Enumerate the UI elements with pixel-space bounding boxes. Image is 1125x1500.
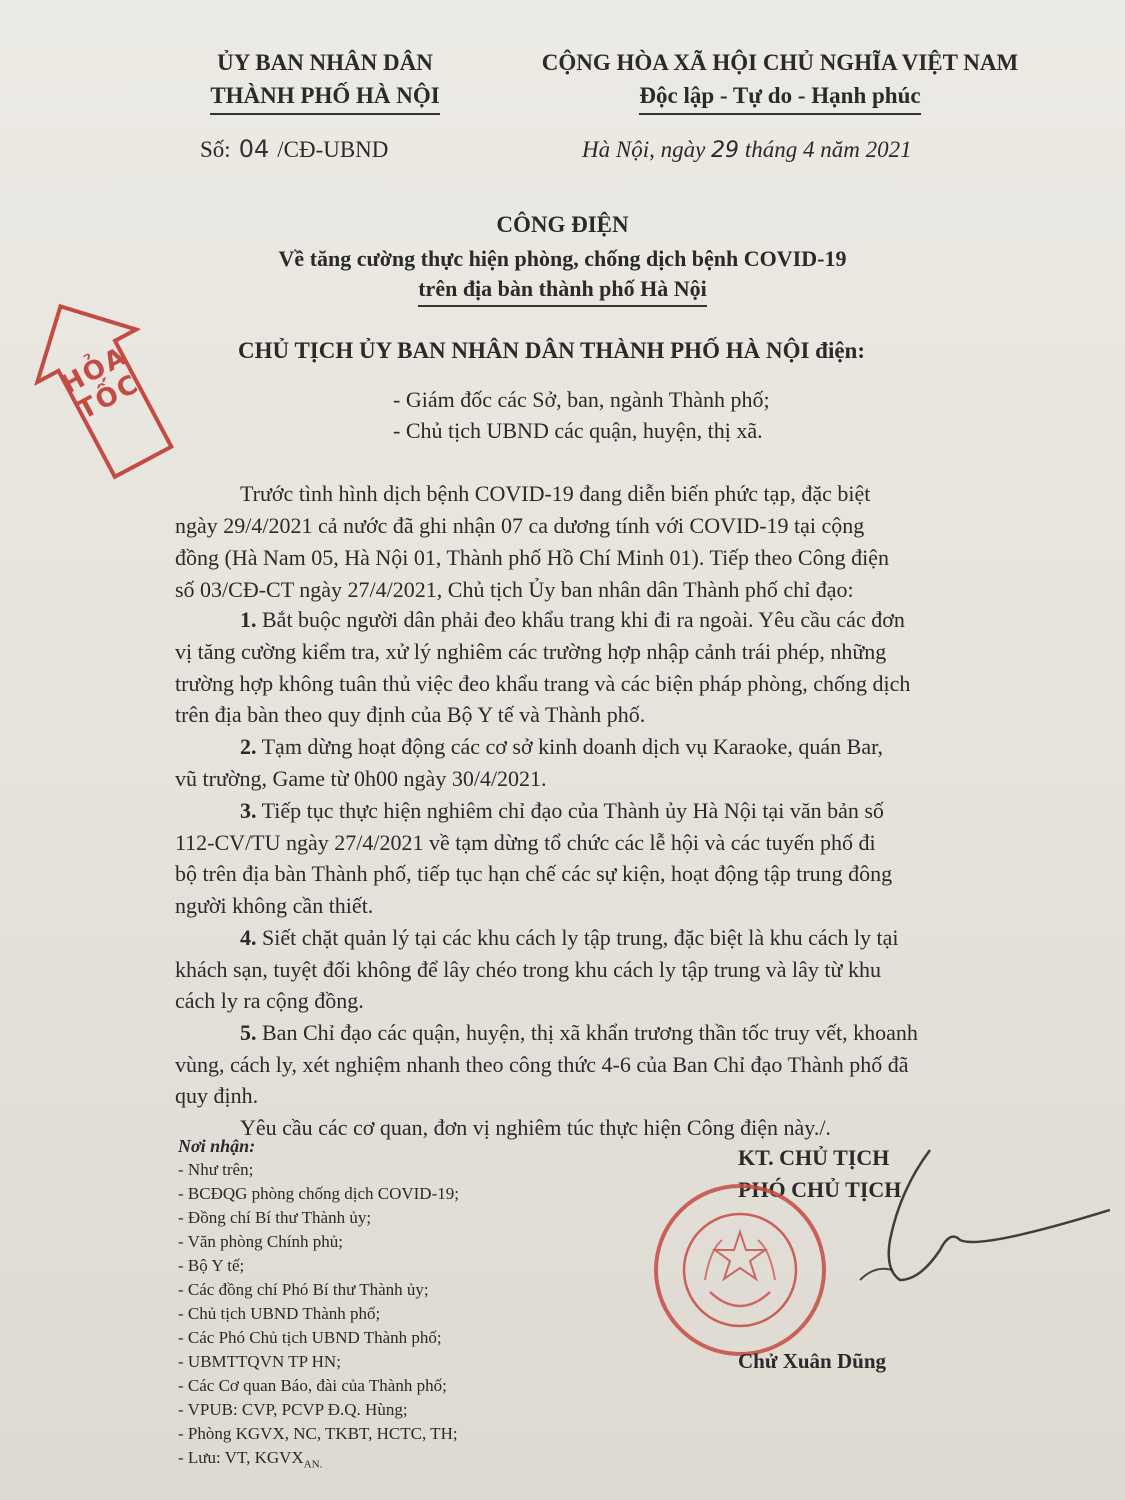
ref-prefix: Số: — [200, 137, 231, 162]
item-3-line-3: bộ trên địa bàn Thành phố, tiếp tục hạn chế các sự kiện, hoạt động tập trung đông — [175, 861, 893, 886]
item-2-line-2: vũ trường, Game từ 0h00 ngày 30/4/2021. — [175, 766, 547, 791]
recipients-list-item: - Chủ tịch UBND Thành phố; — [178, 1304, 381, 1323]
recipients-list-item: - Các đồng chí Phó Bí thư Thành ủy; — [178, 1280, 429, 1299]
archive-text: - Lưu: VT, KGVX — [178, 1448, 304, 1467]
signature-title-2: PHÓ CHỦ TỊCH — [738, 1177, 902, 1202]
issuer-directive-line: CHỦ TỊCH ỦY BAN NHÂN DÂN THÀNH PHỐ HÀ NỘI điện: — [238, 338, 866, 363]
recipients-list-item: - Bộ Y tế; — [178, 1256, 245, 1275]
item-3-line-2: 112-CV/TU ngày 27/4/2021 về tạm dừng tổ chức các lễ hội và các tuyến phố đi — [175, 830, 876, 855]
item-1-text-1: Bắt buộc người dân phải đeo khẩu trang khi đi ra ngoài. Yêu cầu các đơn — [262, 607, 905, 632]
nation-motto: Độc lập - Tự do - Hạnh phúc — [639, 79, 920, 115]
intro-line-1: Trước tình hình dịch bệnh COVID-19 đang diễn biến phức tạp, đặc biệt — [240, 481, 871, 506]
document-subject-line2 — [0, 276, 1125, 307]
item-2-text-1: Tạm dừng hoạt động các cơ sở kinh doanh dịch vụ Karaoke, quán Bar, — [261, 734, 884, 759]
recipients-list-item: - Đồng chí Bí thư Thành ủy; — [178, 1208, 372, 1227]
recipients-list-item: - Phòng KGVX, NC, TKBT, HCTC, TH; — [178, 1424, 458, 1443]
recipients-list-item: - Như trên; — [178, 1160, 254, 1179]
urgent-stamp-text: HỎA TỐC — [56, 341, 145, 426]
reference-number — [200, 135, 388, 163]
recipients-list-item: - Các Cơ quan Báo, đài của Thành phố; — [178, 1376, 447, 1395]
item-5-line-1 — [240, 1020, 918, 1046]
recipients-list-item: - UBMTTQVN TP HN; — [178, 1352, 341, 1371]
recipients-list-item: - VPUB: CVP, PCVP Đ.Q. Hùng; — [178, 1400, 408, 1419]
recipients-list-item: - Các Phó Chủ tịch UBND Thành phố; — [178, 1328, 442, 1347]
document-subject-line1: Về tăng cường thực hiện phòng, chống dịch bệnh COVID-19 — [278, 246, 847, 271]
item-3-text-1: Tiếp tục thực hiện nghiêm chỉ đạo của Thành ủy Hà Nội tại văn bản số — [261, 798, 884, 823]
recipient-line-1: - Giám đốc các Sở, ban, ngành Thành phố; — [393, 387, 770, 412]
archive-sub: AN. — [303, 1458, 323, 1471]
item-1-line-1 — [240, 607, 905, 633]
recipients-list-item: - BCĐQG phòng chống dịch COVID-19; — [178, 1184, 459, 1203]
subject-line2-text: trên địa bàn thành phố Hà Nội — [418, 276, 707, 307]
item-5-text-1: Ban Chỉ đạo các quận, huyện, thị xã khẩn trương thần tốc truy vết, khoanh — [262, 1020, 918, 1045]
recipients-list-item-last — [178, 1448, 322, 1470]
closing-line: Yêu cầu các cơ quan, đơn vị nghiêm túc thực hiện Công điện này./. — [240, 1115, 831, 1140]
item-4-line-2: khách sạn, tuyệt đối không để lây chéo trong khu cách ly tập trung và lây từ khu — [175, 957, 881, 982]
recipients-list-item: - Văn phòng Chính phủ; — [178, 1232, 343, 1251]
nation-name: CỘNG HÒA XÃ HỘI CHỦ NGHĨA VIỆT NAM — [541, 50, 1019, 75]
document-type-title: CÔNG ĐIỆN — [496, 212, 629, 237]
item-5-line-3: quy định. — [175, 1083, 259, 1108]
recipients-list-title: Nơi nhận: — [178, 1136, 256, 1156]
item-3-line-1 — [240, 798, 884, 824]
date-prefix: Hà Nội, ngày — [582, 137, 706, 162]
item-1-number: 1. — [240, 607, 257, 632]
item-2-line-1 — [240, 734, 883, 760]
item-3-line-4: người không cần thiết. — [175, 893, 374, 918]
issue-date — [582, 137, 912, 163]
item-1-line-2: vị tăng cường kiểm tra, xử lý nghiêm các trường hợp nhập cảnh trái phép, những — [175, 639, 887, 664]
national-motto-block — [500, 46, 1060, 115]
item-5-number: 5. — [240, 1020, 257, 1045]
signature-title-1: KT. CHỦ TỊCH — [738, 1145, 890, 1170]
item-4-number: 4. — [240, 925, 257, 950]
ref-suffix: /CĐ-UBND — [277, 137, 389, 162]
item-1-line-4: trên địa bàn theo quy định của Bộ Y tế và Thành phố. — [175, 702, 646, 727]
intro-line-2: ngày 29/4/2021 cả nước đã ghi nhận 07 ca dương tính với COVID-19 tại cộng — [175, 513, 865, 538]
issuer-line1: ỦY BAN NHÂN DÂN — [217, 50, 433, 75]
date-suffix: tháng 4 năm 2021 — [744, 137, 912, 162]
item-3-number: 3. — [240, 798, 257, 823]
handwritten-signature-icon — [780, 1130, 1110, 1310]
issuer-block — [160, 46, 490, 115]
urgent-stamp — [6, 275, 199, 495]
item-5-line-2: vùng, cách ly, xét nghiệm nhanh theo công thức 4-6 của Ban Chỉ đạo Thành phố đã — [175, 1052, 909, 1077]
item-4-line-3: cách ly ra cộng đồng. — [175, 988, 364, 1013]
item-2-number: 2. — [240, 734, 257, 759]
recipient-line-2: - Chủ tịch UBND các quận, huyện, thị xã. — [393, 418, 763, 443]
item-4-text-1: Siết chặt quản lý tại các khu cách ly tập trung, đặc biệt là khu cách ly tại — [262, 925, 899, 950]
intro-line-4: số 03/CĐ-CT ngày 27/4/2021, Chủ tịch Ủy ban nhân dân Thành phố chỉ đạo: — [175, 577, 854, 602]
item-4-line-1 — [240, 925, 899, 951]
date-day: 29 — [711, 138, 740, 163]
item-1-line-3: trường hợp không tuân thủ việc đeo khẩu trang và các biện pháp phòng, chống dịch — [175, 671, 911, 696]
signer-name: Chử Xuân Dũng — [738, 1349, 886, 1373]
issuer-line2: THÀNH PHỐ HÀ NỘI — [210, 79, 439, 115]
ref-number: 04 — [238, 135, 270, 163]
intro-line-3: đồng (Hà Nam 05, Hà Nội 01, Thành phố Hồ Chí Minh 01). Tiếp theo Công điện — [175, 545, 889, 570]
